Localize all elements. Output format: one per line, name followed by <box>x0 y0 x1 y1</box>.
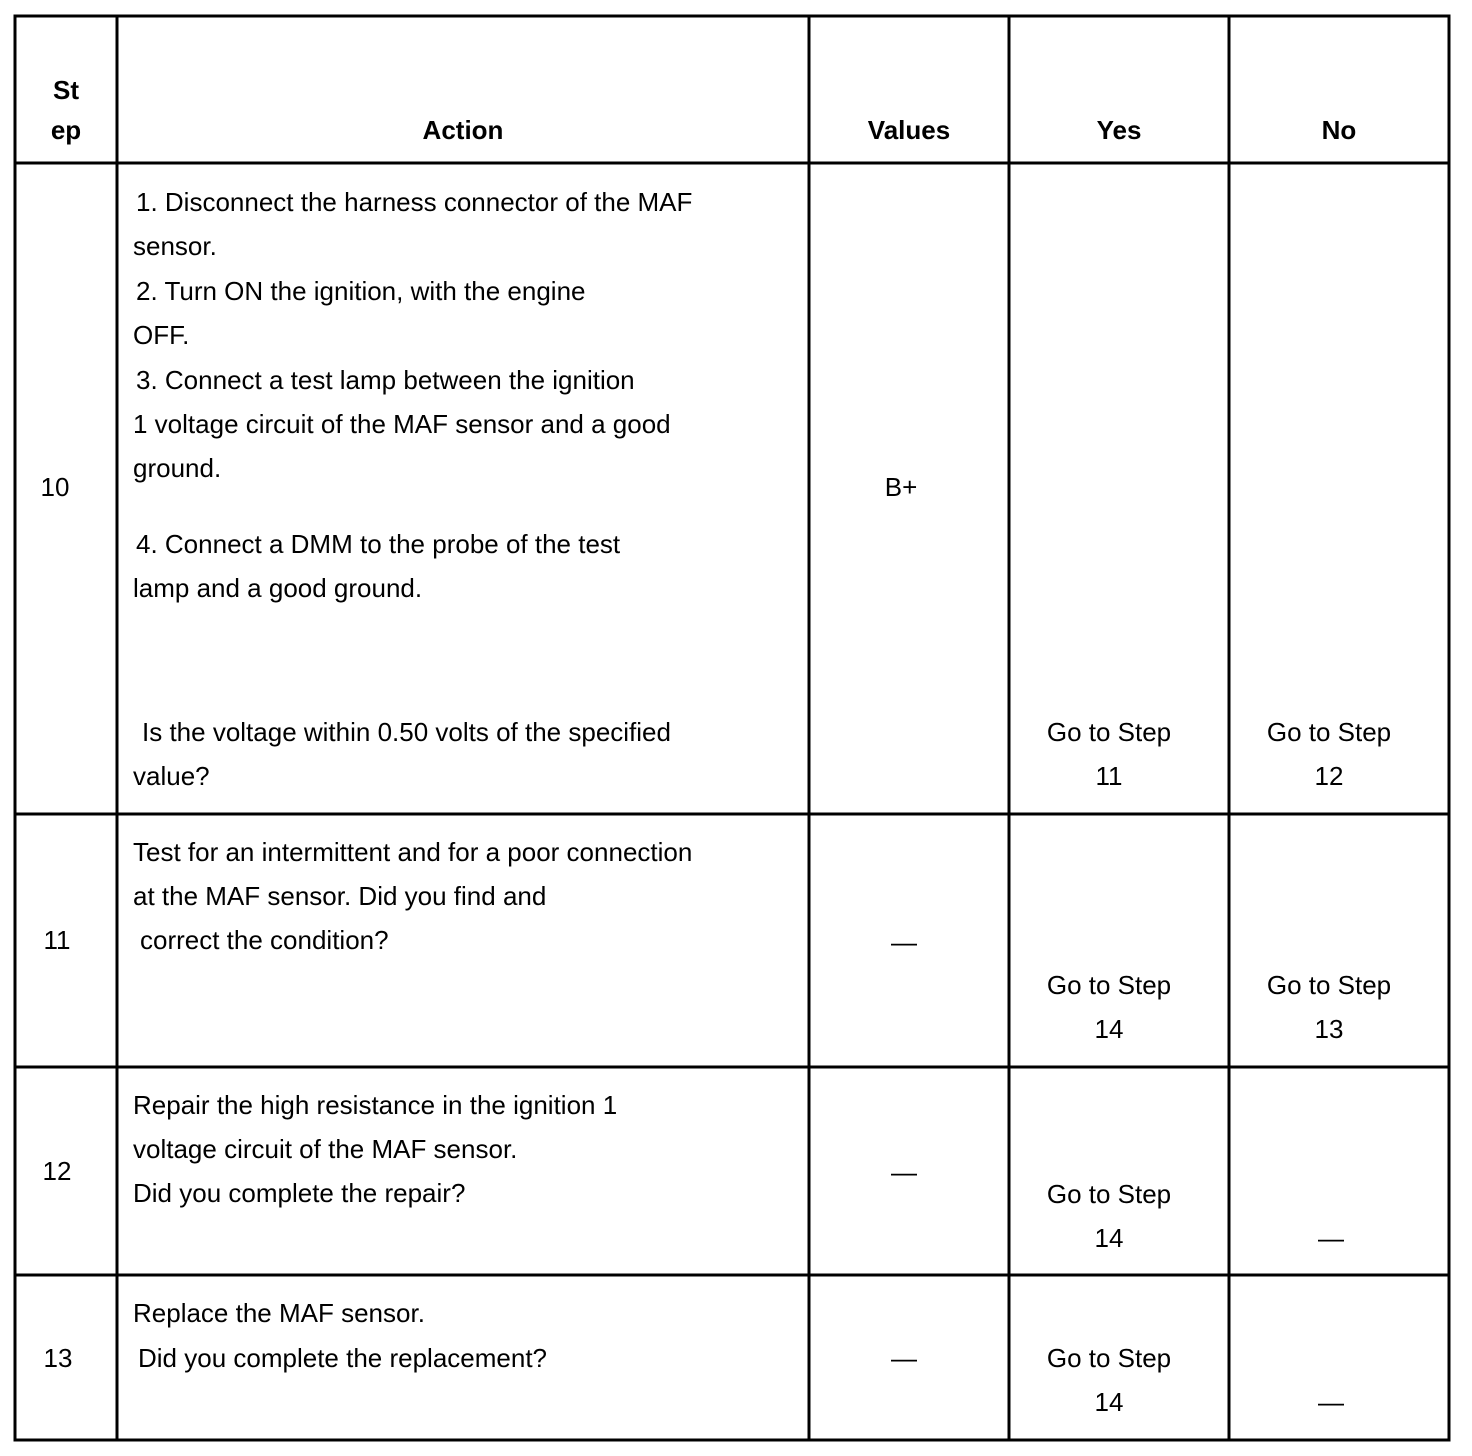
header-yes: Yes <box>1096 115 1142 145</box>
action-line: Did you complete the replacement? <box>138 1343 548 1373</box>
yes-goto-step: 11 <box>1095 761 1123 791</box>
header-step-line1: St <box>53 75 79 105</box>
step-number: 10 <box>40 472 70 502</box>
step-number: 13 <box>43 1343 73 1373</box>
no-goto-label: Go to Step <box>1266 717 1392 747</box>
action-line: Test for an intermittent and for a poor connection <box>133 837 693 867</box>
action-line: 4. Connect a DMM to the probe of the test <box>136 529 621 559</box>
step-number: 11 <box>43 925 71 955</box>
no-goto-label: Go to Step <box>1266 970 1392 1000</box>
no-cell: — <box>1318 1223 1344 1253</box>
yes-goto-step: 14 <box>1094 1223 1124 1253</box>
yes-goto-step: 14 <box>1094 1014 1124 1044</box>
yes-goto-label: Go to Step <box>1046 1179 1172 1209</box>
action-line: sensor. <box>133 231 217 261</box>
value-cell: — <box>891 927 917 957</box>
header-no: No <box>1321 115 1357 145</box>
action-line: Repair the high resistance in the ignition 1 <box>133 1090 618 1120</box>
action-line: ground. <box>133 453 222 483</box>
action-question: value? <box>133 761 210 791</box>
value-cell: B+ <box>884 472 918 502</box>
no-goto-step: 13 <box>1314 1014 1344 1044</box>
value-cell: — <box>891 1157 917 1187</box>
yes-goto-label: Go to Step <box>1046 970 1172 1000</box>
action-line: 1 voltage circuit of the MAF sensor and a good <box>133 409 671 439</box>
action-line: correct the condition? <box>140 925 389 955</box>
header-step-line2: ep <box>50 115 82 145</box>
action-line: 1. Disconnect the harness connector of the MAF <box>136 187 693 217</box>
header-values: Values <box>867 115 951 145</box>
action-line: 2. Turn ON the ignition, with the engine <box>136 276 586 306</box>
action-line: 3. Connect a test lamp between the ignition <box>136 365 635 395</box>
action-line: OFF. <box>133 320 190 350</box>
yes-goto-label: Go to Step <box>1046 717 1172 747</box>
no-goto-step: 12 <box>1314 761 1344 791</box>
action-line: Did you complete the repair? <box>133 1178 466 1208</box>
action-line: at the MAF sensor. Did you find and <box>133 881 547 911</box>
action-line: voltage circuit of the MAF sensor. <box>133 1134 518 1164</box>
step-number: 12 <box>42 1156 72 1186</box>
no-cell: — <box>1318 1387 1344 1417</box>
value-cell: — <box>891 1343 917 1373</box>
header-action: Action <box>422 115 504 145</box>
yes-goto-label: Go to Step <box>1046 1343 1172 1373</box>
yes-goto-step: 14 <box>1094 1387 1124 1417</box>
action-line: lamp and a good ground. <box>133 573 423 603</box>
action-question: Is the voltage within 0.50 volts of the specified <box>142 717 671 747</box>
action-line: Replace the MAF sensor. <box>133 1298 425 1328</box>
